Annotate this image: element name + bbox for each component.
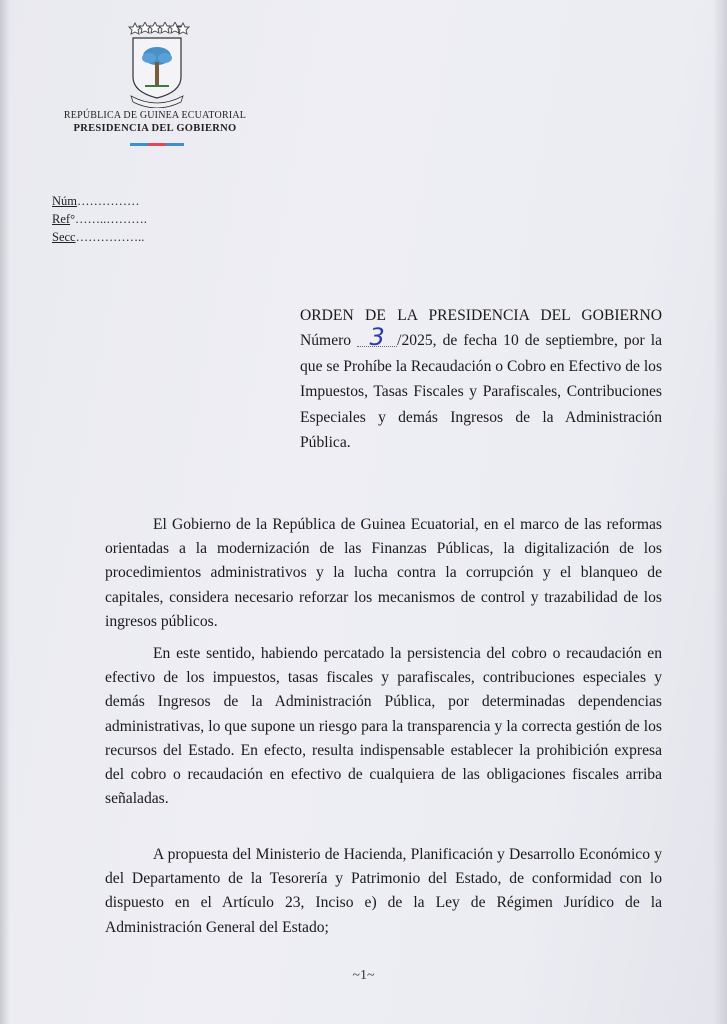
title-text-a: ORDEN DE LA PRESIDENCIA DEL GOBIERNO Número	[300, 307, 662, 350]
secc-dots: ……………..	[75, 230, 145, 244]
order-title	[300, 303, 662, 455]
flag-stripe-red	[148, 143, 166, 146]
paragraph-2-text: En este sentido, habiendo percatado la persistencia del cobro o recaudación en efectivo de los impuestos, tasas fiscales y parafiscales, contribuciones especiales y demás Ingresos de la Administración Pública, por determinadas dependencias administrativas, lo que supone un riesgo para la transparencia y la correcta gestión de los recursos del Estado. En efecto, resulta indispensable establecer la prohibición expresa del cobro o recaudación en efectivo de cualquiera de las obligaciones fiscales arriba señaladas.	[105, 645, 662, 808]
num-field	[52, 194, 140, 209]
body-paragraph-2	[105, 642, 662, 811]
paragraph-1-text: El Gobierno de la República de Guinea Ecuatorial, en el marco de las reformas orientadas a la modernización de las Finanzas Públicas, la digitalización de los procedimientos administrativos y la lucha contra la corrupción y el blanqueo de capitales, considera necesario reforzar los mecanismos de control y trazabilidad de los ingresos públicos.	[105, 516, 662, 630]
body-paragraph-1	[105, 513, 662, 634]
flag-stripe-blue-right	[166, 143, 184, 146]
secc-label: Secc	[52, 230, 76, 244]
secc-field	[52, 230, 144, 245]
title-text-b: /2025, de fecha 10 de septiembre, por la que se Prohíbe la Recaudación o Cobro en Efectivo de los Impuestos, Tasas Fiscales y Parafiscales, Contribuciones Especiales y demás Ingresos de la Administración Pública.	[300, 332, 663, 452]
num-dots: ……………	[77, 194, 140, 208]
ref-field	[52, 212, 147, 227]
office-name: PRESIDENCIA DEL GOBIERNO	[73, 123, 237, 134]
paragraph-3-text: A propuesta del Ministerio de Hacienda, Planificación y Desarrollo Económico y del Departamento de la Tesorería y Patrimonio del Estado, de conformidad con lo dispuesto en el Artículo 23, Inciso e) de la Ley de Régimen Jurídico de la Administración General del Estado;	[105, 846, 662, 936]
coat-of-arms-icon	[123, 22, 191, 108]
ref-dots: °……..……….	[70, 212, 147, 226]
order-number: 3	[357, 328, 397, 347]
ref-label: Ref	[52, 212, 71, 226]
num-label: Núm	[52, 194, 77, 208]
page-number: ~1~	[352, 968, 375, 983]
republic-name: REPÚBLICA DE GUINEA ECUATORIAL	[63, 110, 247, 121]
body-paragraph-3	[105, 843, 662, 940]
flag-stripe-blue-left	[130, 143, 148, 146]
